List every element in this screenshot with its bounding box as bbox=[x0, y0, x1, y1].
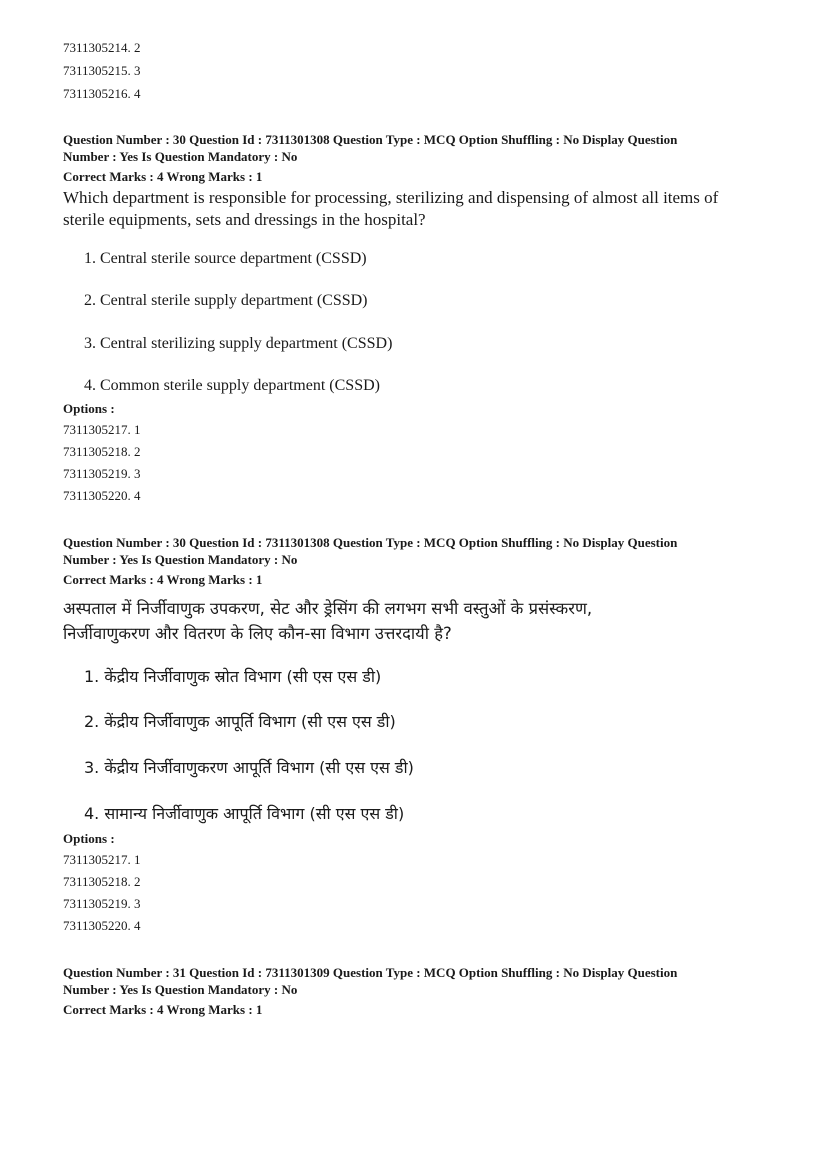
option-row: 7311305219. 3 bbox=[63, 896, 141, 911]
question-marks: Correct Marks : 4 Wrong Marks : 1 bbox=[63, 1002, 263, 1017]
answer-choice: 1. Central sterile source department (CSSD) bbox=[84, 250, 367, 267]
question-text: Which department is responsible for processing, sterilizing and dispensing of almost all items of bbox=[63, 188, 719, 207]
options-label: Options : bbox=[63, 401, 115, 416]
option-row: 7311305218. 2 bbox=[63, 874, 141, 889]
question-marks: Correct Marks : 4 Wrong Marks : 1 bbox=[63, 169, 263, 184]
answer-choice: 3. केंद्रीय निर्जीवाणुकरण आपूर्ति विभाग (सी एस एस डी) bbox=[84, 758, 414, 777]
answer-choice: 2. केंद्रीय निर्जीवाणुक आपूर्ति विभाग (सी एस एस डी) bbox=[84, 712, 396, 731]
question-meta: Question Number : 31 Question Id : 7311301309 Question Type : MCQ Option Shuffling : No Display Question bbox=[63, 965, 678, 980]
question-text: निर्जीवाणुकरण और वितरण के लिए कौन-सा विभाग उत्तरदायी है? bbox=[63, 624, 452, 643]
option-row: 7311305216. 4 bbox=[63, 86, 141, 101]
question-meta: Question Number : 30 Question Id : 7311301308 Question Type : MCQ Option Shuffling : No Display Question bbox=[63, 535, 678, 550]
option-row: 7311305220. 4 bbox=[63, 918, 141, 933]
option-row: 7311305220. 4 bbox=[63, 488, 141, 503]
option-row: 7311305217. 1 bbox=[63, 852, 141, 867]
option-row: 7311305217. 1 bbox=[63, 422, 141, 437]
answer-choice: 4. Common sterile supply department (CSSD) bbox=[84, 377, 380, 394]
question-meta: Question Number : 30 Question Id : 7311301308 Question Type : MCQ Option Shuffling : No Display Question bbox=[63, 132, 678, 147]
answer-choice: 1. केंद्रीय निर्जीवाणुक स्रोत विभाग (सी एस एस डी) bbox=[84, 667, 382, 686]
option-row: 7311305214. 2 bbox=[63, 40, 141, 55]
question-meta: Number : Yes Is Question Mandatory : No bbox=[63, 149, 298, 164]
question-meta: Number : Yes Is Question Mandatory : No bbox=[63, 552, 298, 567]
option-row: 7311305218. 2 bbox=[63, 444, 141, 459]
options-label: Options : bbox=[63, 831, 115, 846]
answer-choice: 3. Central sterilizing supply department (CSSD) bbox=[84, 335, 393, 352]
answer-choice: 2. Central sterile supply department (CSSD) bbox=[84, 292, 368, 309]
question-text: अस्पताल में निर्जीवाणुक उपकरण, सेट और ड्रेसिंग की लगभग सभी वस्तुओं के प्रसंस्करण, bbox=[63, 599, 593, 618]
option-row: 7311305219. 3 bbox=[63, 466, 141, 481]
question-marks: Correct Marks : 4 Wrong Marks : 1 bbox=[63, 572, 263, 587]
question-text: sterile equipments, sets and dressings in the hospital? bbox=[63, 210, 426, 229]
answer-choice: 4. सामान्य निर्जीवाणुक आपूर्ति विभाग (सी एस एस डी) bbox=[84, 804, 405, 823]
question-meta: Number : Yes Is Question Mandatory : No bbox=[63, 982, 298, 997]
option-row: 7311305215. 3 bbox=[63, 63, 141, 78]
